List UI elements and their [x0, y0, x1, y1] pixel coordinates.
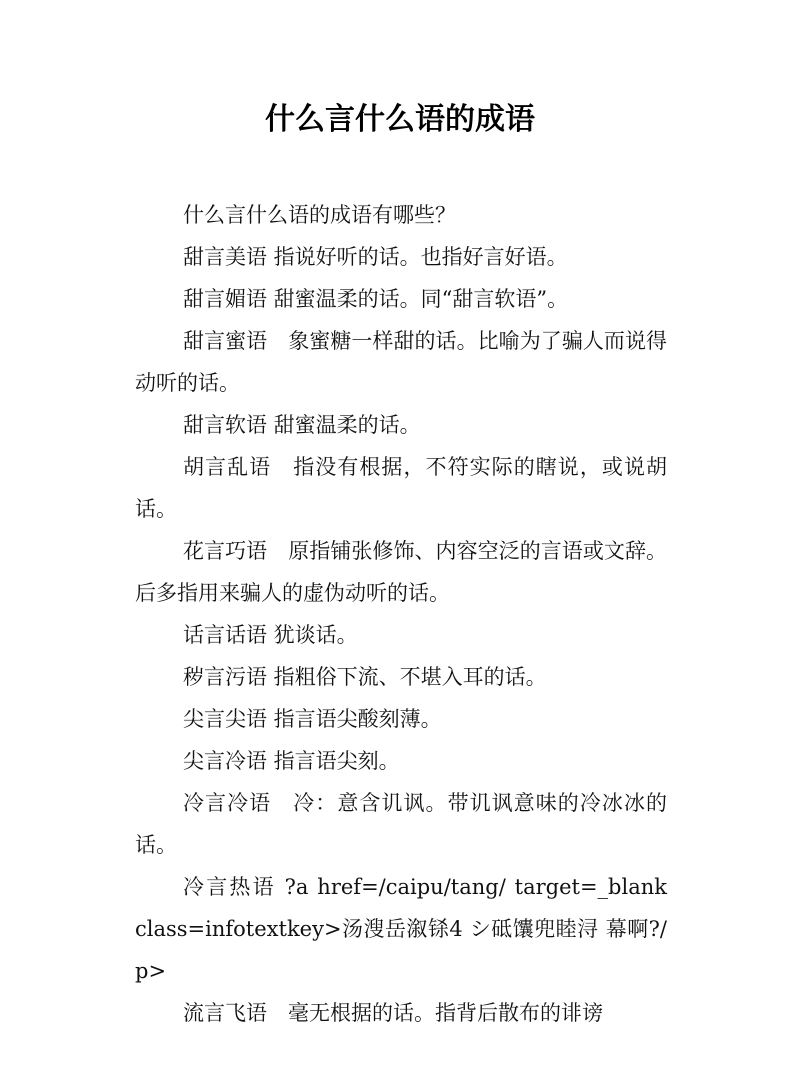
- paragraph: 冷言热语 ?a href=/caipu/tang/ target=_blank class=infotextkey>汤溲岳溆铩4 シ砥馕兜睦浔 幕啊?/p>: [135, 875, 667, 983]
- paragraph: 甜言蜜语 象蜜糖一样甜的话。比喻为了骗人而说得动听的话。: [135, 329, 667, 395]
- paragraph: 尖言冷语 指言语尖刻。: [183, 749, 400, 773]
- paragraph: 甜言媚语 甜蜜温柔的话。同“甜言软语”。: [183, 287, 569, 311]
- paragraph: 甜言美语 指说好听的话。也指好言好语。: [183, 245, 568, 269]
- paragraph: 尖言尖语 指言语尖酸刻薄。: [183, 707, 442, 731]
- paragraph: 话言话语 犹谈话。: [183, 623, 358, 647]
- paragraph: 什么言什么语的成语有哪些？: [183, 203, 456, 227]
- paragraph: 冷言冷语 冷：意含讥讽。带讥讽意味的冷冰冰的话。: [135, 791, 667, 857]
- paragraph: 花言巧语 原指铺张修饰、内容空泛的言语或文辞。后多指用来骗人的虚伪动听的话。: [135, 539, 667, 605]
- document-title: 什么言什么语的成语: [265, 102, 535, 137]
- document-body: [135, 194, 667, 1034]
- paragraph: 胡言乱语 指没有根据，不符实际的瞎说，或说胡话。: [135, 455, 667, 521]
- paragraph: 秽言污语 指粗俗下流、不堪入耳的话。: [183, 665, 547, 689]
- paragraph: 流言飞语 毫无根据的话。指背后散布的诽谤: [183, 1001, 603, 1025]
- paragraph: 甜言软语 甜蜜温柔的话。: [183, 413, 421, 437]
